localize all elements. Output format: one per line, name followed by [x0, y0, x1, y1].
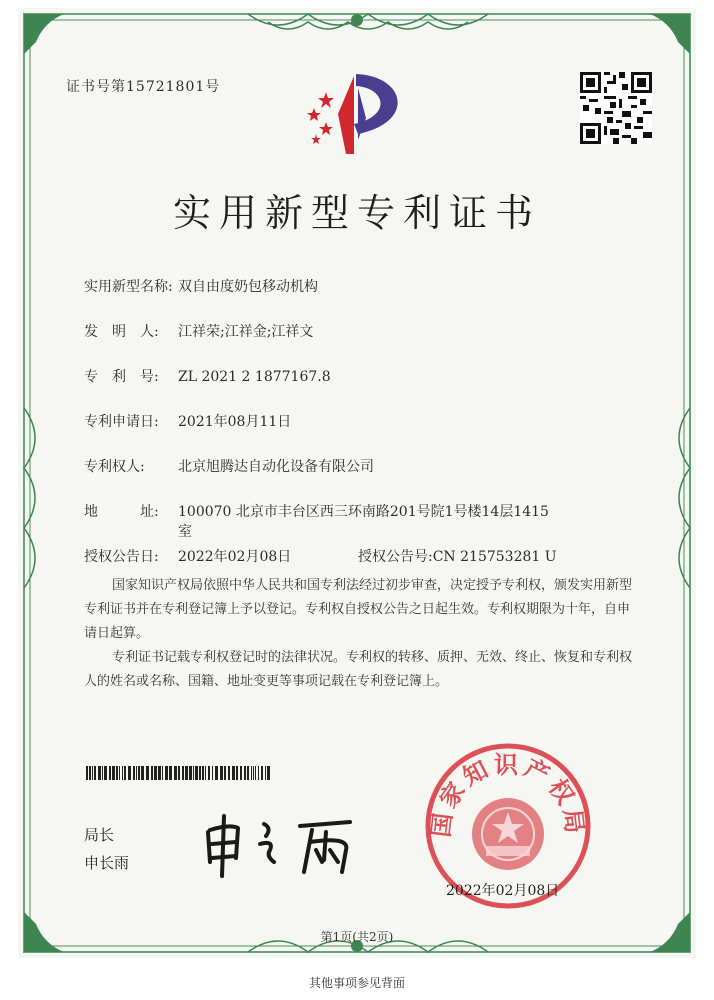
paragraph-legal-status: 专利证书记载专利权登记时的法律状况。专利权的转移、质押、无效、终止、恢复和专利权人的姓名或名称、国籍、地址变更等事项记载在专利登记簿上。	[84, 650, 633, 689]
field-utility-model-name	[84, 276, 318, 296]
field-value: 北京旭腾达自动化设备有限公司	[178, 459, 374, 475]
certificate-number: 证书号第15721801号	[66, 79, 221, 95]
field-value: 江祥荣;江祥金;江祥文	[178, 324, 314, 340]
signatory-name: 申长雨	[84, 854, 130, 872]
field-patentee	[84, 456, 374, 476]
field-grant-number	[358, 546, 557, 566]
field-label: 专利权人:	[84, 459, 145, 475]
seal-date: 2022年02月08日	[446, 883, 560, 899]
field-label: 地 址:	[84, 504, 159, 520]
field-inventors	[84, 321, 313, 341]
cnipa-logo	[296, 70, 416, 160]
barcode-icon	[86, 766, 272, 780]
field-value: ZL 2021 2 1877167.8	[178, 369, 331, 385]
back-note: 其他事项参见背面	[308, 976, 405, 990]
certificate-title: 实用新型专利证书	[172, 191, 541, 235]
field-label: 授权公告号:	[358, 549, 433, 565]
paragraph-grant: 国家知识产权局依照中华人民共和国专利法经过初步审查，决定授予专利权，颁发实用新型专利证书并在专利登记簿上予以登记。专利权自授权公告之日起生效。专利权期限为十年，自申请日起算。	[84, 578, 633, 641]
field-value: 2021年08月11日	[178, 414, 292, 430]
svg-text:国家知识产权局: 国家知识产权局	[426, 750, 590, 839]
qr-code-icon	[580, 72, 652, 144]
field-label: 发 明 人:	[84, 324, 159, 340]
field-label: 专 利 号:	[84, 369, 159, 385]
field-patent-number	[84, 366, 331, 386]
page-number: 第1页(共2页)	[320, 930, 394, 944]
field-address	[84, 501, 549, 521]
field-label: 专利申请日:	[84, 414, 159, 430]
field-grant-date	[84, 546, 291, 566]
field-value: CN 215753281 U	[432, 549, 557, 565]
field-value: 100070 北京市丰台区西三环南路201号院1号楼14层1415	[178, 504, 549, 520]
field-application-date	[84, 411, 291, 431]
director-signature	[200, 810, 360, 880]
certificate-statement	[84, 574, 640, 694]
field-value: 2022年02月08日	[178, 549, 292, 565]
field-label: 授权公告日:	[84, 549, 159, 565]
signatory-title: 局长	[84, 826, 115, 844]
field-label: 实用新型名称:	[84, 279, 173, 295]
field-address-line2: 室	[178, 524, 192, 540]
field-value: 双自由度奶包移动机构	[178, 279, 318, 295]
